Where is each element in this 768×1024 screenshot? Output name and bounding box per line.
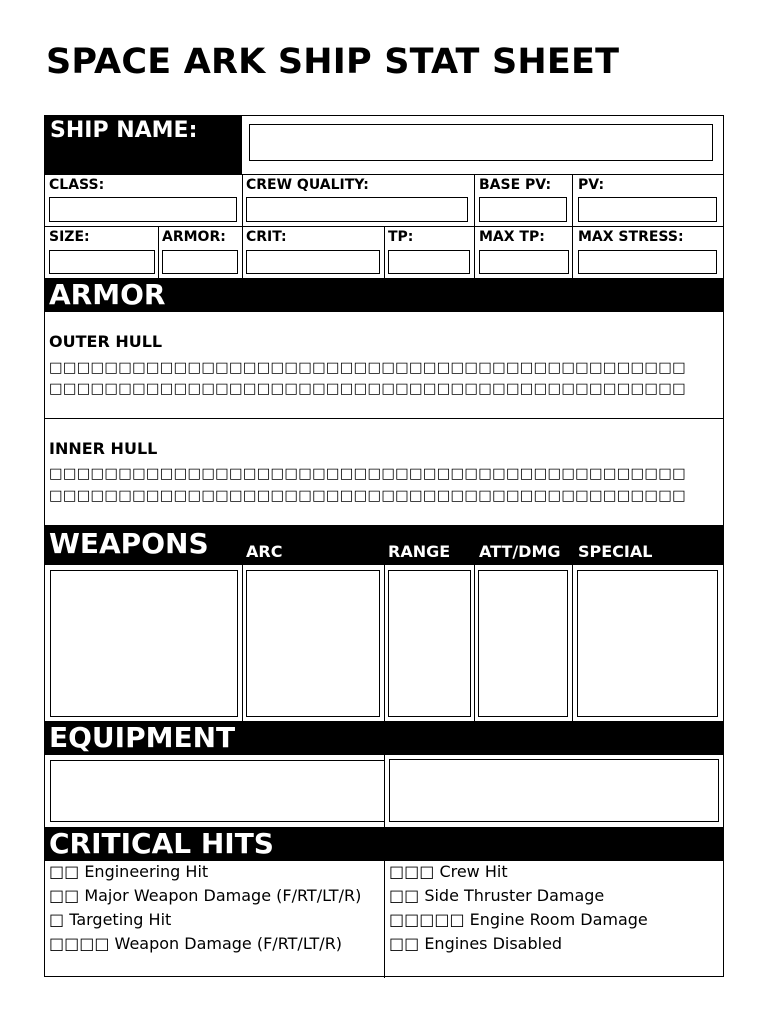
- base-pv-label: BASE PV:: [479, 177, 552, 193]
- equipment-field-right[interactable]: [389, 759, 719, 822]
- inner-hull-boxes-row-2[interactable]: □□□□□□□□□□□□□□□□□□□□□□□□□□□□□□□□□□□□□□□□□□□□□□: [49, 488, 686, 504]
- pv-field[interactable]: [578, 197, 717, 222]
- armor-header: ARMOR: [49, 278, 166, 311]
- weapon-arc-field[interactable]: [246, 570, 380, 717]
- class-label: CLASS:: [49, 177, 105, 193]
- ship-name-label: SHIP NAME:: [50, 118, 198, 143]
- outer-hull-label: OUTER HULL: [49, 332, 163, 351]
- armor-field[interactable]: [162, 250, 238, 274]
- critical-hits-header-bar: [45, 827, 723, 861]
- weapons-header-bar: [45, 525, 723, 565]
- weapon-name-field[interactable]: [50, 570, 238, 717]
- weapons-header: WEAPONS: [49, 527, 209, 560]
- size-field[interactable]: [49, 250, 155, 274]
- max-stress-label: MAX STRESS:: [578, 229, 684, 245]
- weapons-col-arc: ARC: [246, 542, 283, 561]
- armor-label: ARMOR:: [162, 229, 226, 245]
- crit-engines-disabled[interactable]: □□ Engines Disabled: [389, 934, 563, 953]
- weapons-col-range: RANGE: [388, 542, 451, 561]
- crit-side-thruster-damage[interactable]: □□ Side Thruster Damage: [389, 886, 605, 905]
- inner-hull-boxes-row-1[interactable]: □□□□□□□□□□□□□□□□□□□□□□□□□□□□□□□□□□□□□□□□□□□□□□: [49, 466, 686, 482]
- weapons-col-special: SPECIAL: [578, 542, 653, 561]
- crit-major-weapon-damage[interactable]: □□ Major Weapon Damage (F/RT/LT/R): [49, 886, 362, 905]
- equipment-header-bar: [45, 721, 723, 755]
- outer-hull-boxes-row-2[interactable]: □□□□□□□□□□□□□□□□□□□□□□□□□□□□□□□□□□□□□□□□□□□□□□: [49, 381, 686, 397]
- crew-quality-field[interactable]: [246, 197, 468, 222]
- crit-engineering-hit[interactable]: □□ Engineering Hit: [49, 862, 209, 881]
- ship-name-label-block: [45, 116, 242, 174]
- crit-label: CRIT:: [246, 229, 287, 245]
- max-tp-field[interactable]: [479, 250, 569, 274]
- page-title: SPACE ARK SHIP STAT SHEET: [46, 42, 620, 82]
- critical-hits-header: CRITICAL HITS: [49, 827, 274, 860]
- tp-field[interactable]: [388, 250, 470, 274]
- size-label: SIZE:: [49, 229, 90, 245]
- weapon-att-dmg-field[interactable]: [478, 570, 568, 717]
- equipment-field-left[interactable]: [50, 760, 385, 822]
- weapons-col-att-dmg: ATT/DMG: [479, 542, 561, 561]
- base-pv-field[interactable]: [479, 197, 567, 222]
- crit-engine-room-damage[interactable]: □□□□□ Engine Room Damage: [389, 910, 648, 929]
- armor-header-bar: [45, 278, 723, 312]
- weapon-special-field[interactable]: [577, 570, 718, 717]
- crit-crew-hit[interactable]: □□□ Crew Hit: [389, 862, 508, 881]
- weapon-range-field[interactable]: [388, 570, 471, 717]
- max-stress-field[interactable]: [578, 250, 717, 274]
- crit-weapon-damage[interactable]: □□□□ Weapon Damage (F/RT/LT/R): [49, 934, 343, 953]
- class-field[interactable]: [49, 197, 237, 222]
- stat-sheet: [44, 115, 724, 977]
- crit-field[interactable]: [246, 250, 380, 274]
- inner-hull-label: INNER HULL: [49, 439, 158, 458]
- max-tp-label: MAX TP:: [479, 229, 545, 245]
- equipment-header: EQUIPMENT: [49, 721, 236, 754]
- crew-quality-label: CREW QUALITY:: [246, 177, 369, 193]
- pv-label: PV:: [578, 177, 605, 193]
- ship-name-field[interactable]: [249, 124, 713, 161]
- outer-hull-boxes-row-1[interactable]: □□□□□□□□□□□□□□□□□□□□□□□□□□□□□□□□□□□□□□□□□□□□□□: [49, 360, 686, 376]
- crit-targeting-hit[interactable]: □ Targeting Hit: [49, 910, 172, 929]
- tp-label: TP:: [388, 229, 414, 245]
